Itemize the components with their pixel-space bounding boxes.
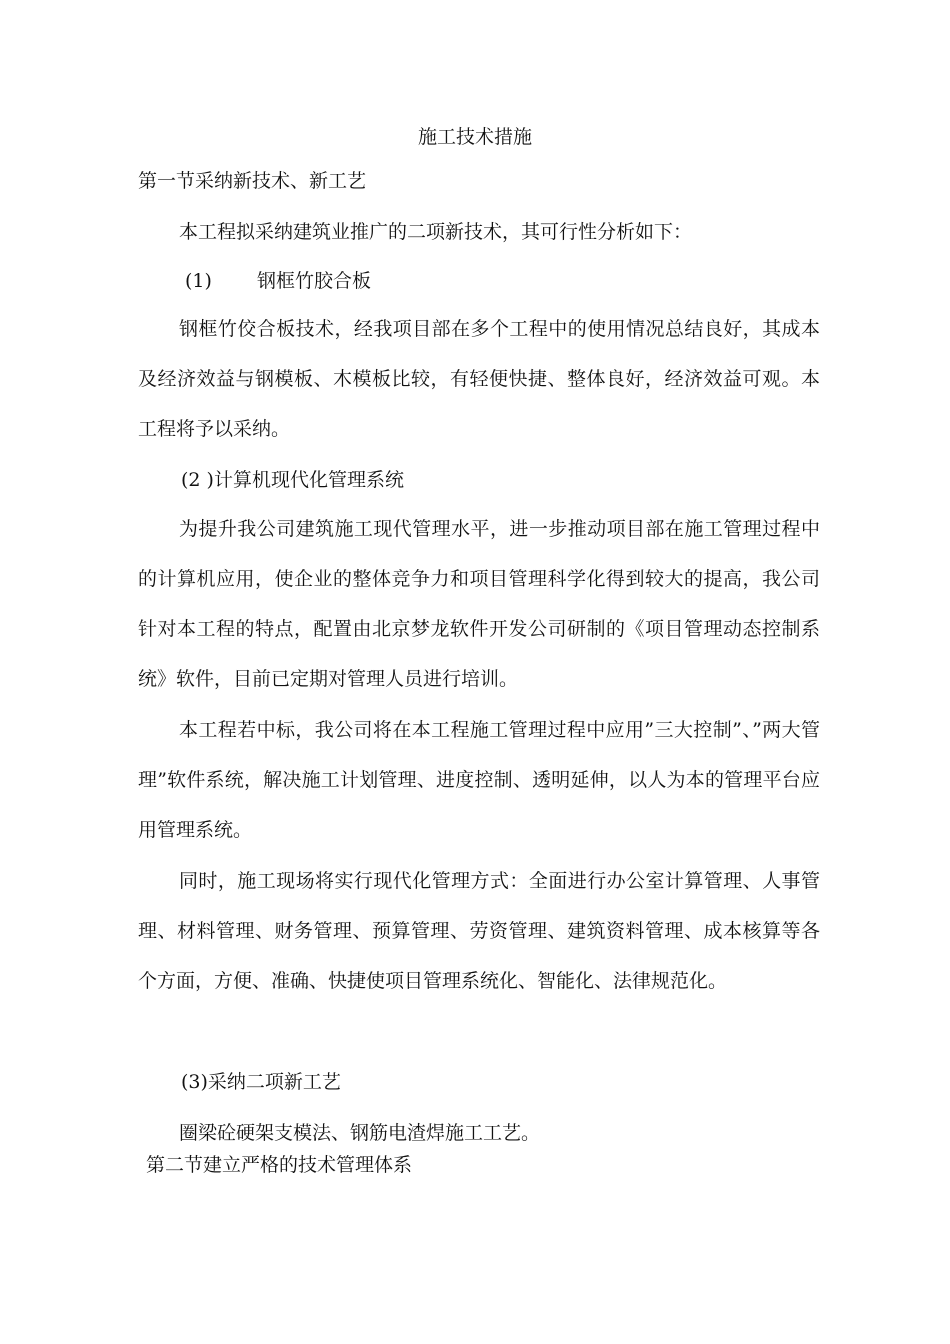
item2-heading: (2 )计算机现代化管理系统 [181,469,404,491]
item1-body: 钢框竹佼合板技术，经我项目部在多个工程中的使用情况总结良好，其成本及经济效益与钢模板、木模板比较，有轻便快捷、整体良好，经济效益可观。本工程将予以采纳。 [138,318,820,440]
item2-body-3: 同时，施工现场将实行现代化管理方式：全面进行办公室计算管理、人事管理、材料管理、财务管理、预算管理、劳资管理、建筑资料管理、成本核算等各个方面，方便、准确、快捷使项目管理系统化、智能化、法律规范化。 [138,870,820,992]
item2-body-2: 本工程若中标，我公司将在本工程施工管理过程中应用”三大控制”、”两大管理”软件系统，解决施工计划管理、进度控制、透明延伸，以人为本的管理平台应用管理系统。 [138,719,820,841]
item3-body: 圈梁砼硬架支模法、钢筋电渣焊施工工艺。 [179,1122,541,1144]
item3-heading: (3)采纳二项新工艺 [181,1071,341,1093]
item1-number: (1) [185,270,212,292]
section1-heading: 第一节采纳新技术、新工艺 [138,170,367,192]
document-title: 施工技术措施 [417,126,532,148]
item1-title: 钢框竹胶合板 [257,270,372,292]
section2-heading: 第二节建立严格的技术管理体系 [146,1154,413,1176]
intro-paragraph: 本工程拟采纳建筑业推广的二项新技术，其可行性分析如下： [179,221,693,243]
item2-body-1: 为提升我公司建筑施工现代管理水平，进一步推动项目部在施工管理过程中的计算机应用，使企业的整体竞争力和项目管理科学化得到较大的提高，我公司针对本工程的特点，配置由北京梦龙软件开发公司研制的《项目管理动态控制系统》软件，目前已定期对管理人员进行培训。 [138,518,820,690]
item1-heading [185,268,371,294]
